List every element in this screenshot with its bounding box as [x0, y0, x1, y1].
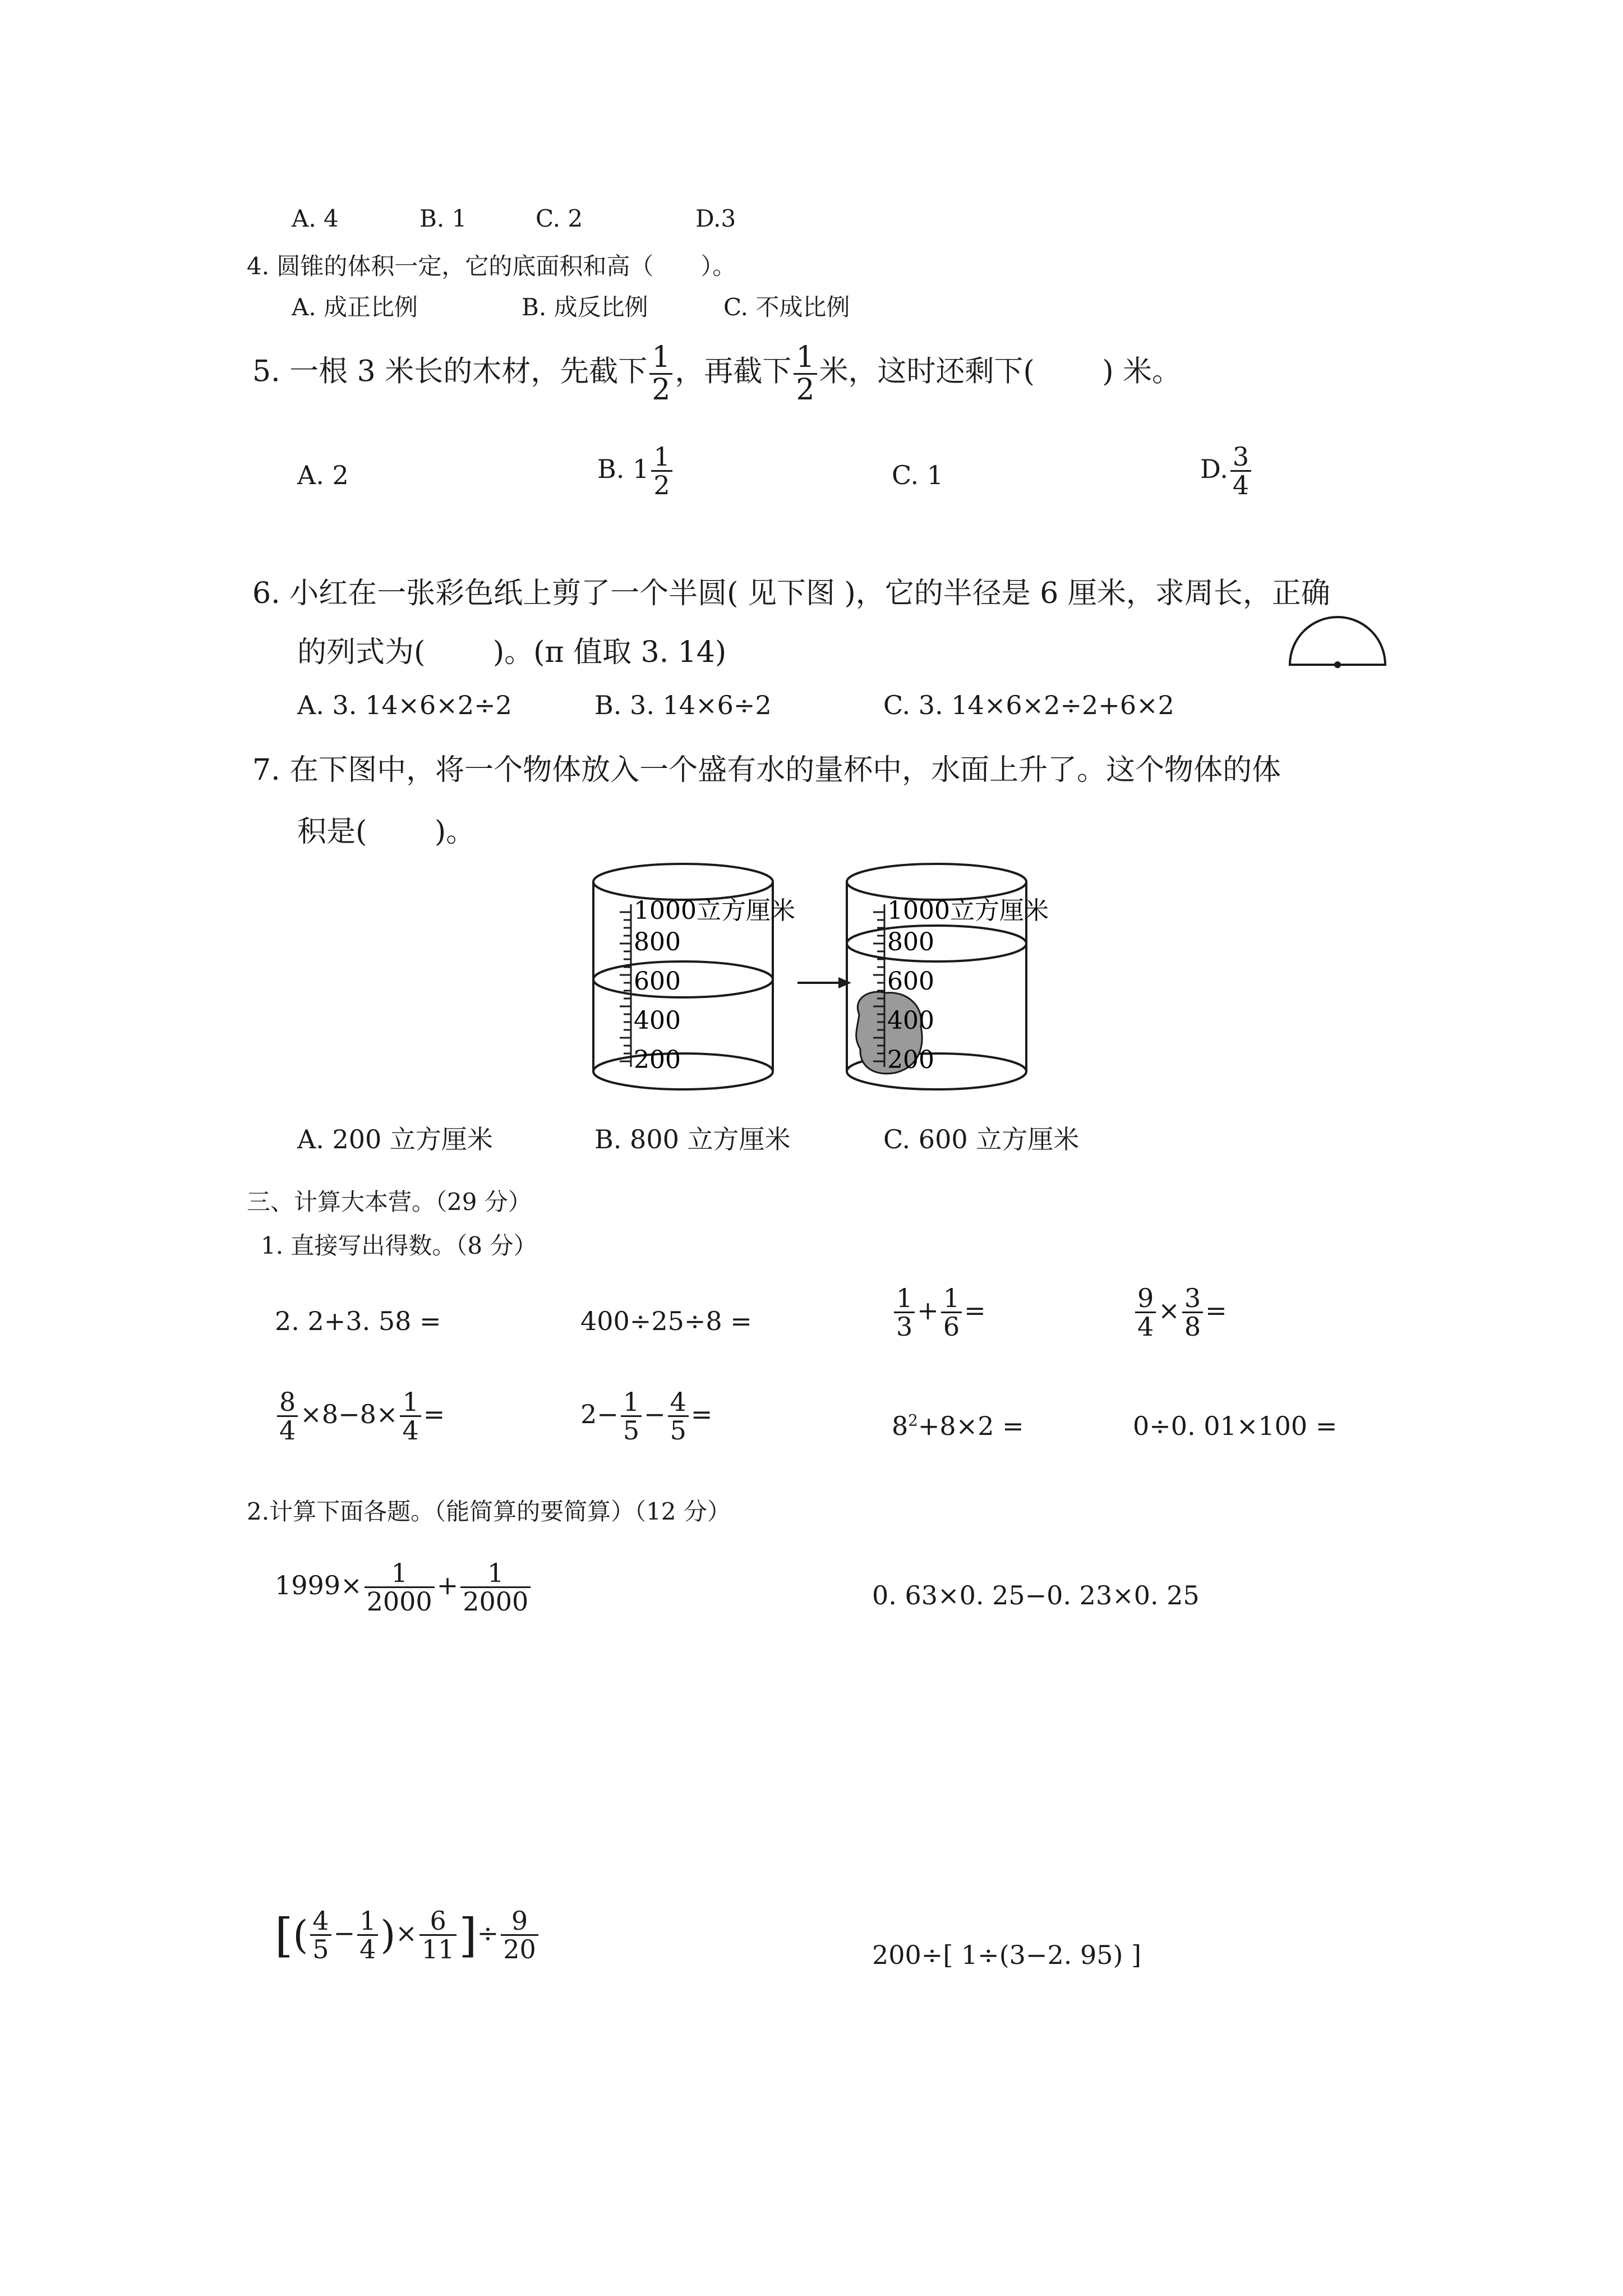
q5-fraction-1 — [649, 342, 672, 405]
left-cup-label-1000: 1000立方厘米 — [634, 896, 795, 925]
calc1-frac-1 — [365, 1559, 435, 1616]
quick-calc-8: 0÷0. 01×100 = — [1133, 1411, 1338, 1441]
qc3-eq: = — [964, 1295, 986, 1326]
calc3-f2-den: 4 — [359, 1934, 376, 1965]
q5-frac2-den: 2 — [796, 372, 815, 407]
qc3-f2-den: 6 — [943, 1312, 960, 1342]
calc3-close-paren-icon: ) — [380, 1912, 396, 1958]
q5-option-d — [1200, 443, 1253, 499]
q6-option-a: A. 3. 14×6×2÷2 — [297, 690, 512, 720]
measuring-cups-figure — [589, 858, 1122, 1105]
q3-option-c: C. 2 — [536, 205, 583, 232]
calc1-f1-num: 1 — [365, 1559, 435, 1588]
q5-frac2-num: 1 — [794, 342, 817, 375]
right-cup-label-1000: 1000立方厘米 — [887, 896, 1049, 925]
qc6-lead: 2− — [580, 1398, 619, 1429]
q7-option-a: A. 200 立方厘米 — [297, 1124, 493, 1154]
section-3-sub-2: 2.计算下面各题。（能简算的要简算）（12 分） — [247, 1498, 731, 1525]
right-cup-label-800: 800 — [887, 928, 934, 956]
quick-calc-6 — [580, 1388, 712, 1444]
calc3-frac-2 — [357, 1907, 378, 1963]
q7-option-c: C. 600 立方厘米 — [883, 1124, 1080, 1154]
q4-option-b: B. 成反比例 — [522, 293, 648, 321]
calc3-frac-4 — [501, 1907, 538, 1963]
qc4-op: × — [1158, 1295, 1180, 1326]
left-cup-label-400: 400 — [634, 1006, 681, 1035]
qc5-f2-den: 4 — [402, 1415, 419, 1446]
qc4-eq: = — [1205, 1295, 1227, 1326]
quick-calc-5-frac-1 — [277, 1388, 298, 1444]
section-3-title: 三、计算大本营。（29 分） — [247, 1188, 532, 1216]
q5-d-num: 3 — [1230, 443, 1251, 472]
calc3-f1-den: 5 — [312, 1934, 329, 1965]
calc3-frac-3 — [419, 1907, 457, 1963]
right-cup-label-400: 400 — [887, 1006, 934, 1035]
calc3-f3-den: 11 — [421, 1934, 455, 1965]
q5-d-den: 4 — [1232, 470, 1249, 501]
q3-option-d: D.3 — [695, 205, 736, 232]
left-measuring-cup — [593, 864, 795, 1089]
calc3-f1-num: 4 — [310, 1907, 331, 1936]
q5-b-den: 2 — [653, 470, 670, 501]
calc-problem-2: 0. 63×0. 25−0. 23×0. 25 — [872, 1580, 1200, 1611]
calc3-close-bracket-icon: ] — [459, 1908, 477, 1963]
qc7-rest: +8×2 = — [917, 1411, 1024, 1441]
qc3-f1-num: 1 — [894, 1285, 915, 1313]
calc1-f1-den: 2000 — [366, 1586, 432, 1617]
left-cup-label-800: 800 — [634, 928, 681, 956]
quick-calc-6-frac-2 — [668, 1388, 689, 1444]
semicircle-figure — [1284, 609, 1391, 670]
q4-option-a: A. 成正比例 — [292, 293, 418, 321]
calc-problem-1 — [275, 1559, 533, 1616]
qc5-eq: = — [423, 1398, 445, 1429]
q3-option-a: A. 4 — [292, 205, 339, 232]
qc3-f2-num: 1 — [941, 1285, 962, 1313]
qc7-base: 8 — [892, 1411, 909, 1441]
qc7-exponent: 2 — [908, 1411, 918, 1430]
qc6-f1-den: 5 — [623, 1415, 640, 1446]
q3-option-b: B. 1 — [419, 205, 467, 232]
qc5-mid: ×8−8× — [300, 1398, 398, 1429]
calc3-f4-num: 9 — [501, 1907, 538, 1936]
q7-line-1: 7. 在下图中，将一个物体放入一个盛有水的量杯中，水面上升了。这个物体的体 — [252, 753, 1281, 787]
q4-option-c: C. 不成比例 — [723, 293, 850, 321]
q5-fraction-2 — [794, 342, 817, 405]
calc1-lead: 1999× — [275, 1570, 362, 1600]
q5-suffix: 米，这时还剩下( ) 米。 — [819, 355, 1182, 389]
q5-option-b-fraction — [651, 443, 672, 499]
right-measuring-cup — [847, 864, 1049, 1089]
calc3-frac-1 — [310, 1907, 331, 1963]
quick-calc-3-frac-1 — [894, 1285, 915, 1341]
left-cup-label-200: 200 — [634, 1046, 681, 1074]
calc1-op: + — [436, 1570, 459, 1600]
right-cup-label-600: 600 — [887, 967, 934, 996]
qc5-f2-num: 1 — [400, 1388, 421, 1417]
q7-option-b: B. 800 立方厘米 — [594, 1124, 791, 1154]
qc6-f2-den: 5 — [670, 1415, 686, 1446]
calc3-open-bracket-icon: [ — [275, 1908, 293, 1963]
calc-problem-4: 200÷[ 1÷(3−2. 95) ] — [872, 1940, 1142, 1970]
qc6-f2-num: 4 — [668, 1388, 689, 1417]
qc6-f1-num: 1 — [621, 1388, 642, 1417]
quick-calc-4-frac-1 — [1135, 1285, 1156, 1341]
right-cup-label-200: 200 — [887, 1046, 934, 1074]
qc4-f2-num: 3 — [1182, 1285, 1203, 1313]
calc3-op1: − — [333, 1917, 356, 1948]
calc-problem-3 — [275, 1907, 541, 1963]
qc4-f1-den: 4 — [1137, 1312, 1154, 1342]
q5-mid: ，再截下 — [675, 355, 792, 389]
qc6-op: − — [644, 1398, 666, 1429]
q5-frac1-den: 2 — [652, 372, 671, 407]
quick-calc-1: 2. 2+3. 58 = — [275, 1306, 441, 1336]
q4-stem: 4. 圆锥的体积一定，它的底面积和高（ ）。 — [247, 252, 736, 280]
calc3-f2-num: 1 — [357, 1907, 378, 1936]
qc3-op: + — [917, 1295, 939, 1326]
q5-option-c: C. 1 — [892, 460, 944, 490]
qc6-eq: = — [690, 1398, 713, 1429]
q6-option-c: C. 3. 14×6×2÷2+6×2 — [883, 690, 1174, 720]
calc3-op3: ÷ — [477, 1917, 499, 1948]
q5-b-num: 1 — [651, 443, 672, 472]
q6-line-2: 的列式为( )。(π 值取 3. 14) — [297, 636, 727, 669]
quick-calc-5-frac-2 — [400, 1388, 421, 1444]
arrow-icon — [797, 977, 851, 988]
q6-option-b: B. 3. 14×6÷2 — [594, 690, 772, 720]
q6-line-1: 6. 小红在一张彩色纸上剪了一个半圆( 见下图 )，它的半径是 6 厘米，求周长，正确 — [252, 577, 1330, 610]
q5-option-a: A. 2 — [297, 460, 349, 490]
quick-calc-5 — [275, 1388, 445, 1444]
qc4-f1-num: 9 — [1135, 1285, 1156, 1313]
left-cup-label-600: 600 — [634, 967, 681, 996]
q5-frac1-num: 1 — [649, 342, 672, 375]
quick-calc-3-frac-2 — [941, 1285, 962, 1341]
section-3-sub-1: 1. 直接写出得数。（8 分） — [261, 1232, 537, 1259]
calc3-f4-den: 20 — [503, 1934, 536, 1965]
q5-stem — [252, 342, 1181, 405]
calc1-frac-2 — [460, 1559, 531, 1616]
q7-line-2: 积是( )。 — [297, 815, 476, 849]
quick-calc-4 — [1133, 1285, 1227, 1341]
qc5-f1-den: 4 — [279, 1415, 296, 1446]
quick-calc-6-frac-1 — [621, 1388, 642, 1444]
q5-option-b-label: B. 1 — [597, 453, 649, 484]
quick-calc-7 — [892, 1411, 1024, 1441]
calc1-f2-num: 1 — [460, 1559, 531, 1588]
qc5-f1-num: 8 — [277, 1388, 298, 1417]
quick-calc-3 — [892, 1285, 986, 1341]
q5-prefix: 5. 一根 3 米长的木材，先截下 — [252, 355, 648, 389]
q5-option-d-fraction — [1230, 443, 1251, 499]
qc4-f2-den: 8 — [1184, 1312, 1201, 1342]
quick-calc-2: 400÷25÷8 = — [580, 1306, 752, 1336]
qc3-f1-den: 3 — [896, 1312, 913, 1342]
q5-option-d-label: D. — [1200, 453, 1228, 484]
calc3-f3-num: 6 — [419, 1907, 457, 1936]
calc1-f2-den: 2000 — [463, 1586, 529, 1617]
q5-option-b — [597, 443, 675, 499]
quick-calc-4-frac-2 — [1182, 1285, 1203, 1341]
calc3-open-paren-icon: ( — [293, 1912, 308, 1958]
calc3-op2: × — [395, 1917, 417, 1948]
